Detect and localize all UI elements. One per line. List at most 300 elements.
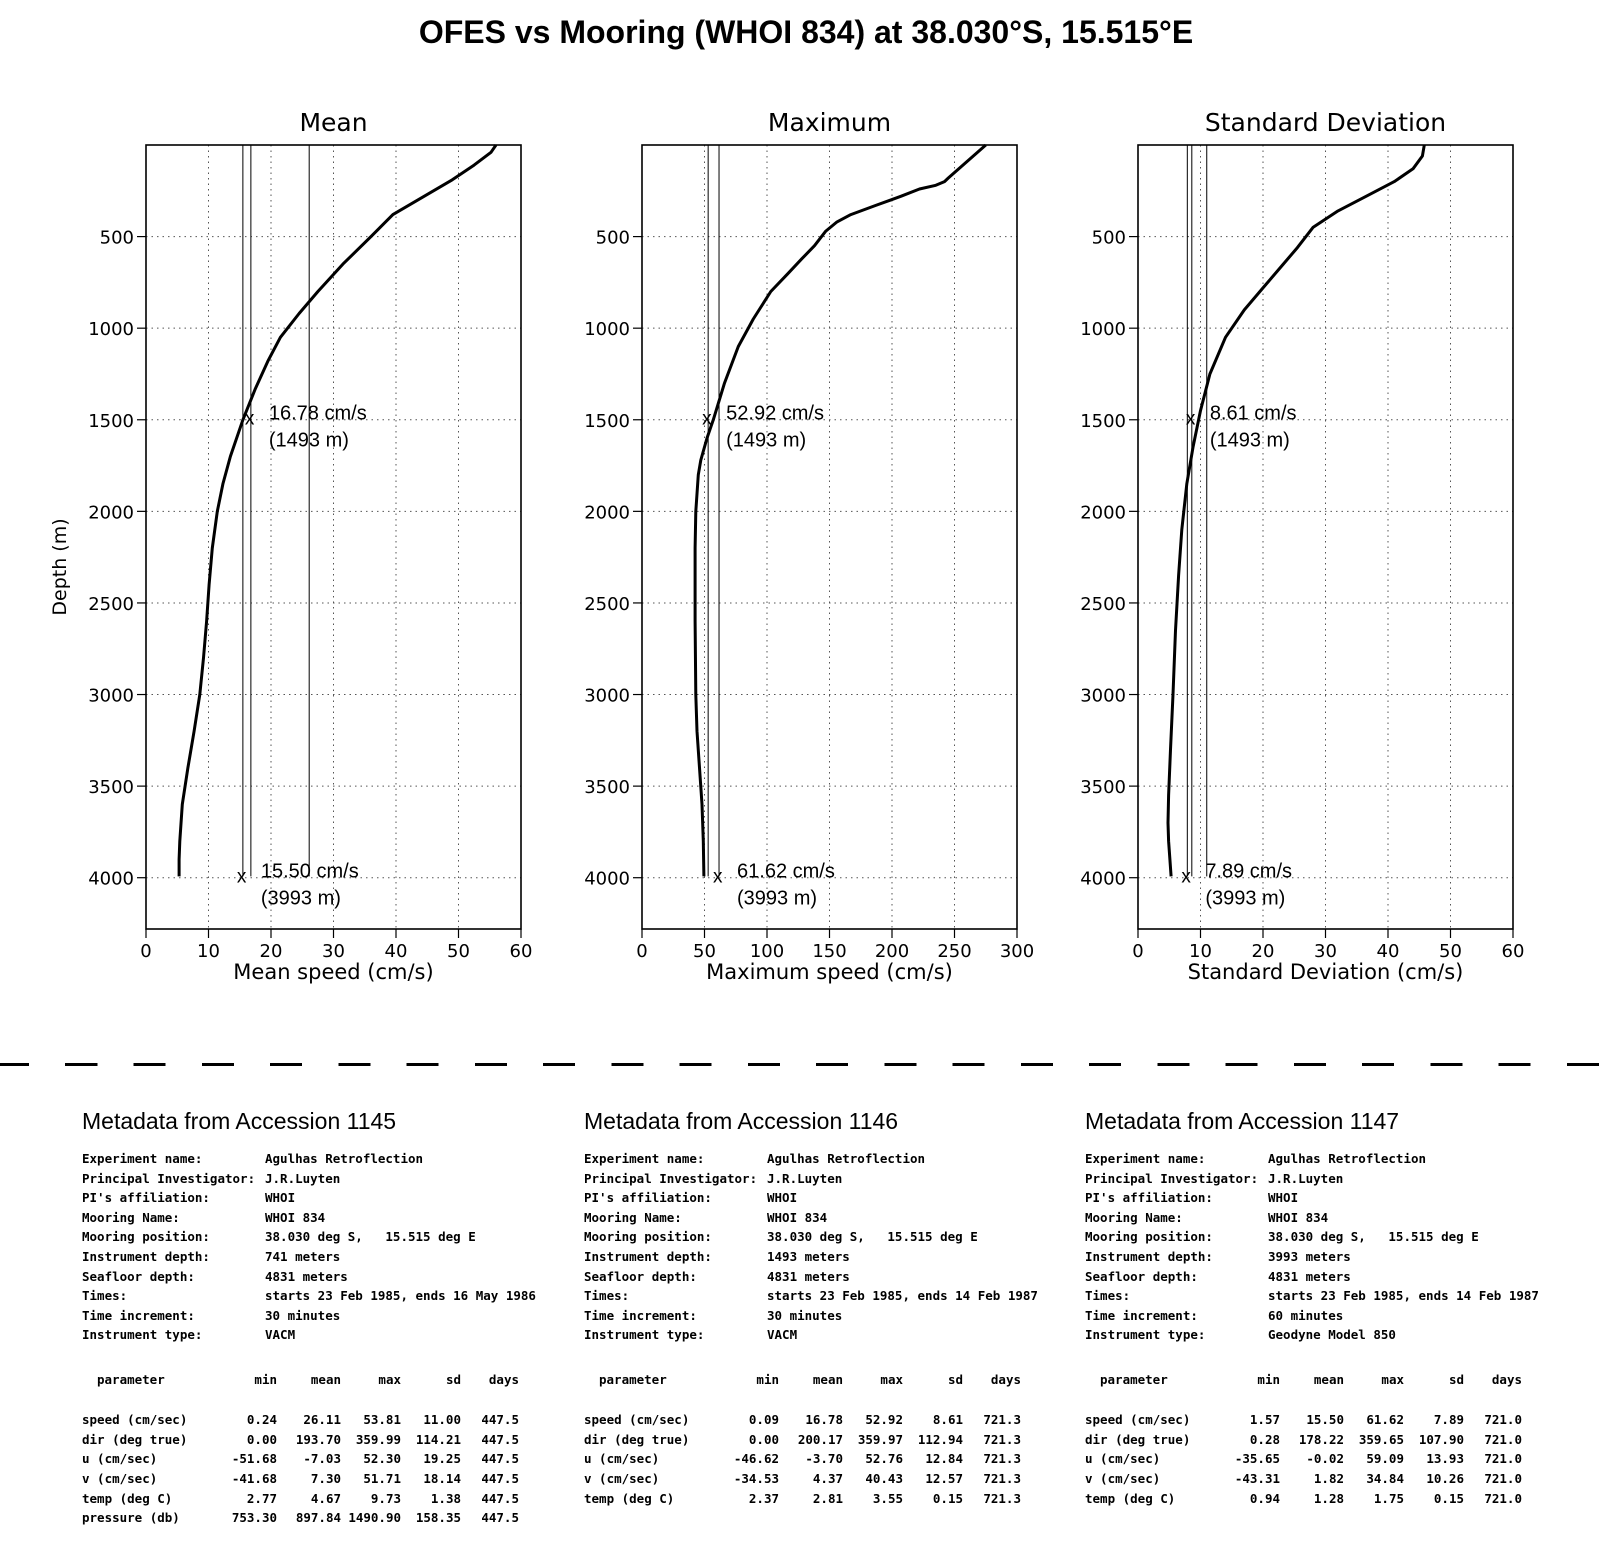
table-cell: 721.0 — [1484, 1471, 1522, 1487]
y-tick-label: 3000 — [88, 685, 134, 707]
table-row — [82, 1449, 519, 1469]
data-point-marker: x — [244, 408, 255, 430]
table-cell: 53.81 — [363, 1412, 401, 1428]
page-title: OFES vs Mooring (WHOI 834) at 38.030°S, 15.515°E — [418, 14, 1194, 50]
table-cell: 753.30 — [231, 1510, 277, 1526]
table-cell: 1.75 — [1373, 1490, 1404, 1506]
metadata-fields — [584, 1149, 1038, 1345]
table-cell: 721.3 — [983, 1490, 1021, 1506]
table-cell: -46.62 — [733, 1451, 779, 1467]
table-cell: 16.78 — [805, 1412, 843, 1428]
table-cell: 359.97 — [857, 1431, 903, 1447]
metadata-value: J.R.Luyten — [1268, 1170, 1344, 1186]
metadata-row — [584, 1267, 1038, 1287]
table-cell: 26.11 — [303, 1412, 341, 1428]
table-cell: 8.61 — [932, 1412, 963, 1428]
metadata-label: PI's affiliation: — [584, 1190, 712, 1206]
metadata-value: WHOI — [1268, 1190, 1299, 1206]
metadata-row — [82, 1169, 536, 1189]
table-cell: 447.5 — [481, 1471, 519, 1487]
metadata-title: Metadata from Accession 1145 — [82, 1108, 397, 1134]
x-tick-label: 60 — [509, 941, 533, 962]
table-cell: 0.94 — [1249, 1490, 1280, 1506]
metadata-label: Seafloor depth: — [584, 1268, 697, 1284]
metadata-value: VACM — [767, 1327, 798, 1343]
metadata-value: 4831 meters — [265, 1268, 348, 1284]
x-tick-label: 300 — [999, 941, 1035, 962]
metadata-fields — [1085, 1149, 1539, 1345]
metadata-label: PI's affiliation: — [1085, 1190, 1213, 1206]
metadata-row — [82, 1247, 536, 1267]
metadata-label: Time increment: — [82, 1307, 195, 1323]
metadata-value: J.R.Luyten — [767, 1170, 843, 1186]
stats-header-cell: mean — [812, 1371, 843, 1387]
y-tick-label: 3000 — [584, 685, 630, 707]
metadata-value: WHOI 834 — [265, 1209, 326, 1225]
stats-header-cell: days — [488, 1371, 519, 1387]
table-cell: -3.70 — [805, 1451, 843, 1467]
metadata-block — [1085, 1108, 1539, 1508]
metadata-block — [584, 1108, 1038, 1508]
table-cell: 0.24 — [246, 1412, 277, 1428]
table-cell: 61.62 — [1366, 1412, 1404, 1428]
marker-value-label: 8.61 cm/s — [1209, 402, 1297, 425]
marker-depth-label: (1493 m) — [726, 429, 807, 452]
table-cell: 107.90 — [1418, 1431, 1464, 1447]
table-cell: 447.5 — [481, 1451, 519, 1467]
marker-depth-label: (3993 m) — [1205, 887, 1286, 910]
data-point-marker: x — [1181, 866, 1191, 888]
table-cell: 51.71 — [363, 1471, 401, 1487]
series-line — [695, 145, 986, 876]
table-cell: 721.0 — [1484, 1412, 1522, 1428]
y-axis-label: Depth (m) — [49, 518, 71, 616]
stats-header-cell: sd — [1448, 1371, 1464, 1387]
metadata-label: Times: — [1085, 1288, 1131, 1304]
table-cell: 40.43 — [865, 1471, 903, 1487]
table-cell: 1.28 — [1313, 1490, 1344, 1506]
table-cell: 15.50 — [1306, 1412, 1344, 1428]
metadata-value: 1493 meters — [767, 1248, 850, 1264]
table-cell: -41.68 — [231, 1471, 277, 1487]
metadata-value: Agulhas Retroflection — [265, 1151, 424, 1166]
metadata-label: Seafloor depth: — [1085, 1268, 1198, 1284]
metadata-label: Mooring Name: — [82, 1209, 180, 1225]
metadata-label: Principal Investigator: — [584, 1170, 758, 1186]
table-cell: 114.21 — [415, 1431, 461, 1447]
table-cell: -0.02 — [1306, 1451, 1344, 1467]
stats-header-cell: parameter — [599, 1371, 667, 1387]
table-row — [1085, 1469, 1522, 1489]
x-tick-label: 50 — [693, 941, 716, 962]
marker-depth-label: (3993 m) — [737, 887, 818, 910]
marker-value-label: 61.62 cm/s — [737, 860, 835, 883]
table-cell: speed (cm/sec) — [584, 1412, 690, 1428]
metadata-label: Mooring position: — [1085, 1229, 1213, 1245]
stats-header-cell: min — [254, 1371, 277, 1387]
stats-header-cell: min — [756, 1371, 779, 1387]
x-tick-label: 200 — [874, 941, 910, 962]
table-cell: -7.03 — [303, 1451, 341, 1467]
metadata-label: Mooring Name: — [584, 1209, 682, 1225]
stats-table — [584, 1372, 1021, 1508]
marker-depth-label: (1493 m) — [268, 429, 349, 452]
metadata-row — [584, 1227, 1038, 1247]
table-cell: 52.76 — [865, 1451, 903, 1467]
metadata-row — [584, 1286, 1038, 1306]
y-tick-label: 1000 — [584, 319, 630, 341]
table-cell: u (cm/sec) — [82, 1451, 158, 1467]
table-cell: dir (deg true) — [1085, 1431, 1191, 1447]
table-cell: 158.35 — [415, 1510, 461, 1526]
table-cell: 4.67 — [310, 1490, 341, 1506]
table-cell: 18.14 — [423, 1471, 461, 1487]
x-tick-label: 20 — [259, 941, 283, 962]
series-line — [179, 145, 496, 876]
table-cell: 2.77 — [246, 1490, 277, 1506]
stats-header-row — [82, 1372, 519, 1410]
table-row — [82, 1488, 519, 1508]
table-cell: v (cm/sec) — [1085, 1471, 1161, 1487]
table-row — [82, 1430, 519, 1450]
table-cell: u (cm/sec) — [584, 1451, 660, 1467]
metadata-value: starts 23 Feb 1985, ends 14 Feb 1987 — [767, 1288, 1038, 1304]
metadata-label: Instrument depth: — [584, 1248, 712, 1264]
metadata-row — [1085, 1286, 1539, 1306]
metadata-row — [1085, 1267, 1539, 1287]
x-tick-label: 250 — [937, 941, 972, 962]
table-cell: -43.31 — [1234, 1471, 1280, 1487]
metadata-value: 4831 meters — [1268, 1268, 1351, 1284]
metadata-label: Instrument depth: — [1085, 1248, 1213, 1264]
stats-header-cell: max — [378, 1371, 401, 1387]
table-cell: v (cm/sec) — [584, 1471, 660, 1487]
metadata-row — [82, 1267, 536, 1287]
metadata-row — [1085, 1227, 1539, 1247]
x-tick-label: 0 — [1132, 941, 1144, 962]
table-row — [1085, 1449, 1522, 1469]
y-tick-label: 2500 — [584, 593, 630, 615]
table-cell: 447.5 — [481, 1490, 519, 1506]
metadata-row — [1085, 1188, 1539, 1208]
metadata-label: Time increment: — [1085, 1307, 1198, 1323]
stats-header-cell: max — [880, 1371, 903, 1387]
x-tick-label: 30 — [322, 941, 345, 962]
metadata-row — [82, 1227, 536, 1247]
table-cell: -35.65 — [1234, 1451, 1280, 1467]
metadata-row — [82, 1149, 536, 1169]
table-row — [584, 1488, 1021, 1508]
x-tick-label: 150 — [812, 941, 847, 962]
data-point-marker: x — [236, 866, 247, 888]
metadata-value: 4831 meters — [767, 1268, 850, 1284]
metadata-value: 38.030 deg S, 15.515 deg E — [1268, 1229, 1479, 1245]
table-cell: 3.55 — [872, 1490, 903, 1506]
metadata-label: Mooring Name: — [1085, 1209, 1183, 1225]
x-axis-label: Maximum speed (cm/s) — [706, 960, 953, 984]
metadata-row — [1085, 1169, 1539, 1189]
x-tick-label: 10 — [1189, 941, 1212, 962]
metadata-value: 38.030 deg S, 15.515 deg E — [767, 1229, 978, 1245]
y-tick-label: 1500 — [584, 410, 630, 432]
metadata-row — [1085, 1247, 1539, 1267]
table-cell: 0.15 — [932, 1490, 963, 1506]
marker-value-label: 16.78 cm/s — [268, 402, 367, 425]
metadata-value: 30 minutes — [767, 1307, 843, 1323]
stats-header-cell: days — [990, 1371, 1021, 1387]
metadata-label: Instrument type: — [584, 1327, 705, 1343]
metadata-label: Instrument type: — [1085, 1327, 1206, 1343]
table-cell: -51.68 — [231, 1451, 277, 1467]
x-tick-label: 10 — [197, 941, 220, 962]
metadata-value: starts 23 Feb 1985, ends 16 May 1986 — [265, 1288, 536, 1304]
table-row — [584, 1430, 1021, 1450]
table-cell: u (cm/sec) — [1085, 1451, 1161, 1467]
table-cell: 1.82 — [1313, 1471, 1344, 1487]
x-axis-label: Mean speed (cm/s) — [233, 960, 434, 984]
metadata-value: Geodyne Model 850 — [1268, 1327, 1396, 1343]
metadata-value: 60 minutes — [1268, 1307, 1344, 1323]
metadata-row — [82, 1286, 536, 1306]
x-tick-label: 0 — [636, 941, 648, 962]
table-cell: -34.53 — [733, 1471, 779, 1487]
y-tick-label: 500 — [595, 227, 630, 249]
metadata-row — [1085, 1149, 1539, 1169]
data-point-marker: x — [702, 408, 712, 430]
y-tick-label: 2500 — [1080, 593, 1126, 615]
x-tick-label: 50 — [447, 941, 470, 962]
table-cell: 721.3 — [983, 1451, 1021, 1467]
dashed-separator — [0, 1063, 1612, 1066]
stats-header-cell: parameter — [1100, 1371, 1168, 1387]
table-row — [584, 1410, 1021, 1430]
stats-header-cell: sd — [947, 1371, 963, 1387]
table-cell: 2.37 — [748, 1490, 779, 1506]
y-tick-label: 4000 — [584, 868, 630, 890]
metadata-row — [584, 1306, 1038, 1326]
metadata-value: starts 23 Feb 1985, ends 14 Feb 1987 — [1268, 1288, 1539, 1304]
table-cell: 12.84 — [925, 1451, 963, 1467]
table-cell: 52.30 — [363, 1451, 401, 1467]
stats-table — [82, 1372, 519, 1528]
table-row — [584, 1449, 1021, 1469]
metadata-row — [82, 1188, 536, 1208]
table-cell: 721.3 — [983, 1412, 1021, 1428]
table-cell: temp (deg C) — [584, 1490, 675, 1506]
table-cell: 13.93 — [1426, 1451, 1464, 1467]
stats-table — [1085, 1372, 1522, 1508]
table-cell: 447.5 — [481, 1431, 519, 1447]
chart-panel-0 — [49, 108, 532, 984]
x-tick-label: 20 — [1251, 941, 1275, 962]
metadata-label: Times: — [584, 1288, 630, 1304]
table-cell: v (cm/sec) — [82, 1471, 158, 1487]
metadata-title: Metadata from Accession 1146 — [584, 1108, 899, 1134]
metadata-value: 30 minutes — [265, 1307, 341, 1323]
stats-header-cell: min — [1257, 1371, 1280, 1387]
table-cell: 1.38 — [430, 1490, 461, 1506]
table-cell: temp (deg C) — [82, 1490, 173, 1506]
metadata-row — [584, 1149, 1038, 1169]
table-cell: 0.00 — [246, 1431, 277, 1447]
metadata-label: Experiment name: — [1085, 1151, 1206, 1166]
table-cell: 19.25 — [423, 1451, 461, 1467]
metadata-label: PI's affiliation: — [82, 1190, 210, 1206]
panel-title: Standard Deviation — [1204, 108, 1447, 137]
table-cell: 721.3 — [983, 1431, 1021, 1447]
stats-header-cell: mean — [1313, 1371, 1344, 1387]
data-point-marker: x — [713, 866, 723, 888]
table-cell: 34.84 — [1366, 1471, 1404, 1487]
table-cell: 447.5 — [481, 1412, 519, 1428]
table-cell: 721.0 — [1484, 1431, 1522, 1447]
marker-value-label: 15.50 cm/s — [260, 860, 359, 883]
metadata-value: WHOI 834 — [767, 1209, 828, 1225]
y-tick-label: 3500 — [88, 777, 134, 799]
y-tick-label: 1000 — [88, 319, 134, 341]
table-cell: 721.0 — [1484, 1490, 1522, 1506]
y-tick-label: 500 — [1091, 227, 1126, 249]
y-tick-label: 1500 — [88, 410, 134, 432]
metadata-label: Mooring position: — [82, 1229, 210, 1245]
stats-header-cell: days — [1491, 1371, 1522, 1387]
table-cell: 0.28 — [1249, 1431, 1280, 1447]
table-cell: 721.0 — [1484, 1451, 1522, 1467]
metadata-label: Seafloor depth: — [82, 1268, 195, 1284]
y-tick-label: 4000 — [88, 868, 134, 890]
marker-depth-label: (1493 m) — [1209, 429, 1290, 452]
y-tick-label: 500 — [99, 227, 134, 249]
y-tick-label: 3500 — [584, 777, 630, 799]
table-cell: 112.94 — [917, 1431, 963, 1447]
y-tick-label: 1000 — [1080, 319, 1126, 341]
table-cell: 52.92 — [865, 1412, 903, 1428]
metadata-row — [584, 1325, 1038, 1345]
table-cell: 193.70 — [295, 1431, 341, 1447]
stats-header-cell: mean — [310, 1371, 341, 1387]
table-cell: 1.57 — [1249, 1412, 1280, 1428]
table-cell: 0.00 — [748, 1431, 779, 1447]
x-tick-label: 30 — [1314, 941, 1337, 962]
metadata-value: Agulhas Retroflection — [1268, 1151, 1427, 1166]
metadata-label: Principal Investigator: — [82, 1170, 256, 1186]
metadata-label: Principal Investigator: — [1085, 1170, 1259, 1186]
metadata-value: WHOI 834 — [1268, 1209, 1329, 1225]
metadata-row — [584, 1169, 1038, 1189]
data-point-marker: x — [1185, 408, 1196, 430]
table-cell: temp (deg C) — [1085, 1490, 1176, 1506]
table-cell: 1490.90 — [348, 1510, 401, 1526]
metadata-row — [584, 1188, 1038, 1208]
table-cell: 10.26 — [1426, 1471, 1464, 1487]
metadata-row — [1085, 1325, 1539, 1345]
stats-header-cell: max — [1381, 1371, 1404, 1387]
panel-title: Mean — [299, 108, 368, 137]
table-cell: dir (deg true) — [82, 1431, 188, 1447]
metadata-row — [82, 1208, 536, 1228]
table-cell: 0.09 — [748, 1412, 779, 1428]
y-tick-label: 4000 — [1080, 868, 1126, 890]
metadata-label: Mooring position: — [584, 1229, 712, 1245]
metadata-value: Agulhas Retroflection — [767, 1151, 926, 1166]
table-cell: 721.3 — [983, 1471, 1021, 1487]
table-cell: pressure (db) — [82, 1510, 180, 1526]
table-cell: 200.17 — [797, 1431, 843, 1447]
table-cell: 59.09 — [1366, 1451, 1404, 1467]
table-cell: 359.65 — [1358, 1431, 1404, 1447]
table-cell: 447.5 — [481, 1510, 519, 1526]
chart-panel-2 — [1080, 108, 1524, 984]
table-cell: 359.99 — [355, 1431, 401, 1447]
metadata-value: VACM — [265, 1327, 296, 1343]
y-tick-label: 2500 — [88, 593, 134, 615]
metadata-block — [82, 1108, 536, 1528]
panel-title: Maximum — [767, 108, 892, 137]
x-tick-label: 100 — [749, 941, 785, 962]
table-cell: 2.81 — [812, 1490, 843, 1506]
table-row — [82, 1410, 519, 1430]
metadata-row — [82, 1325, 536, 1345]
metadata-label: Experiment name: — [584, 1151, 705, 1166]
metadata-title: Metadata from Accession 1147 — [1085, 1108, 1400, 1134]
x-tick-label: 0 — [140, 941, 152, 962]
table-cell: speed (cm/sec) — [1085, 1412, 1191, 1428]
stats-header-cell: sd — [445, 1371, 461, 1387]
metadata-value: 3993 meters — [1268, 1248, 1351, 1264]
metadata-value: WHOI — [767, 1190, 798, 1206]
metadata-row — [584, 1247, 1038, 1267]
metadata-value: 38.030 deg S, 15.515 deg E — [265, 1229, 476, 1245]
metadata-row — [82, 1306, 536, 1326]
y-tick-label: 2000 — [88, 502, 134, 524]
y-tick-label: 3000 — [1080, 685, 1126, 707]
metadata-label: Experiment name: — [82, 1151, 203, 1166]
x-tick-label: 40 — [384, 941, 408, 962]
y-tick-label: 2000 — [584, 502, 630, 524]
table-cell: 0.15 — [1433, 1490, 1464, 1506]
metadata-row — [584, 1208, 1038, 1228]
marker-value-label: 7.89 cm/s — [1205, 860, 1293, 883]
y-tick-label: 1500 — [1080, 410, 1126, 432]
marker-depth-label: (3993 m) — [260, 887, 341, 910]
table-cell: 11.00 — [423, 1412, 461, 1428]
metadata-value: WHOI — [265, 1190, 296, 1206]
metadata-label: Time increment: — [584, 1307, 697, 1323]
y-tick-label: 3500 — [1080, 777, 1126, 799]
x-tick-label: 40 — [1376, 941, 1400, 962]
metadata-label: Times: — [82, 1288, 128, 1304]
x-tick-label: 50 — [1439, 941, 1462, 962]
table-cell: 897.84 — [295, 1510, 341, 1526]
table-cell: dir (deg true) — [584, 1431, 690, 1447]
stats-header-row — [1085, 1372, 1522, 1410]
x-tick-label: 60 — [1501, 941, 1525, 962]
metadata-value: 741 meters — [265, 1248, 341, 1264]
table-cell: 4.37 — [812, 1471, 843, 1487]
table-row — [1085, 1410, 1522, 1430]
y-tick-label: 2000 — [1080, 502, 1126, 524]
stats-header-row — [584, 1372, 1021, 1410]
x-axis-label: Standard Deviation (cm/s) — [1187, 960, 1464, 984]
metadata-label: Instrument depth: — [82, 1248, 210, 1264]
table-row — [584, 1469, 1021, 1489]
metadata-row — [1085, 1306, 1539, 1326]
table-cell: 7.89 — [1433, 1412, 1464, 1428]
metadata-row — [1085, 1208, 1539, 1228]
table-row — [82, 1508, 519, 1528]
metadata-value: J.R.Luyten — [265, 1170, 341, 1186]
stats-header-cell: parameter — [97, 1371, 165, 1387]
